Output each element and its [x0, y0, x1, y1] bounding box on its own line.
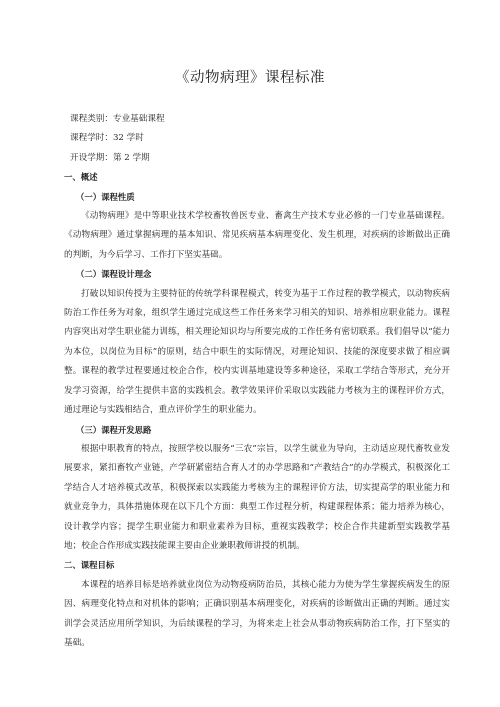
objectives-paragraph: 本课程的培养目标是培养就业岗位为动物疫病防治员，其核心能力为使为学生掌握疾病发生的原因、病理变化特点和对机体的影响；正确识别基本病理变化，对疾病的诊断做出正确的判断。通过实训学会灵活应用所学知识，为后续课程的学习，为将来走上社会从事动物疾病防治工作，打下坚实的基础。 [64, 579, 450, 648]
section-overview-heading: 一、概述 [64, 172, 98, 183]
course-nature-paragraph: 《动物病理》是中等职业技术学校畜牧兽医专业、畜禽生产技术专业必修的一门专业基础课程。《动物病理》通过掌握病理的基本知识、常见疾病基本病理变化、发生机理，对疾病的诊断做出正确的判断，为今后学习、工作打下坚实基础。 [64, 211, 450, 260]
development-approach-paragraph: 根据中职教育的特点，按照学校以服务“三农”宗旨，以学生就业为导向，主动适应现代畜牧业发展要求，紧扣畜牧产业链，产学研紧密结合育人才的办学思路和“产教结合”的办学模式，积极深化工学结合人才培养模式改革，积极探索以实践能力考核为主的课程评价方法，切实提高学的职业能力和就业竞争力，具体措施体现在以下几个方面：典型工作过程分析，构建课程体系；能力培养为核心，设计教学内容；提学生职业能力和职业素养为目标，重视实践教学；校企合作共建新型实践教学基地；校企合作形成实践技能课主要由企业兼职教师讲授的机制。 [64, 443, 450, 551]
development-approach-heading: （三）课程开发思路 [76, 424, 152, 435]
document-title: 《动物病理》课程标准 [175, 70, 325, 86]
course-hours: 课程学时：32 学时 [70, 133, 144, 144]
design-concept-paragraph: 打破以知识传授为主要特征的传统学科课程模式，转变为基于工作过程的教学模式，以动物疾病防治工作任务为对象，组织学生通过完成这些工作任务来学习相关的知识、培养相应职业能力。课程内容突出对学生职业能力训练，相关理论知识均与所要完成的工作任务有密切联系。我们倡导以“能力为本位，以岗位为目标”的原则，结合中职生的实际情况，对理论知识、技能的深度要求做了相应调整。课程的教学过程要通过校企合作，校内实训基地建设等多种途径，采取工学结合等形式，充分开发学习资源，给学生提供丰富的实践机会。教学效果评价采取以实践能力考核为主的课程评价方式，通过理论与实践相结合，重点评价学生的职业能力。 [64, 288, 450, 416]
document-body [64, 110, 450, 653]
course-category: 课程类别：专业基础课程 [70, 114, 165, 124]
course-semester: 开设学期：第 2 学期 [70, 152, 150, 163]
course-nature-heading: （一）课程性质 [76, 191, 135, 202]
section-objectives-heading: 二、课程目标 [64, 560, 115, 571]
design-concept-heading: （二）课程设计理念 [76, 269, 152, 280]
